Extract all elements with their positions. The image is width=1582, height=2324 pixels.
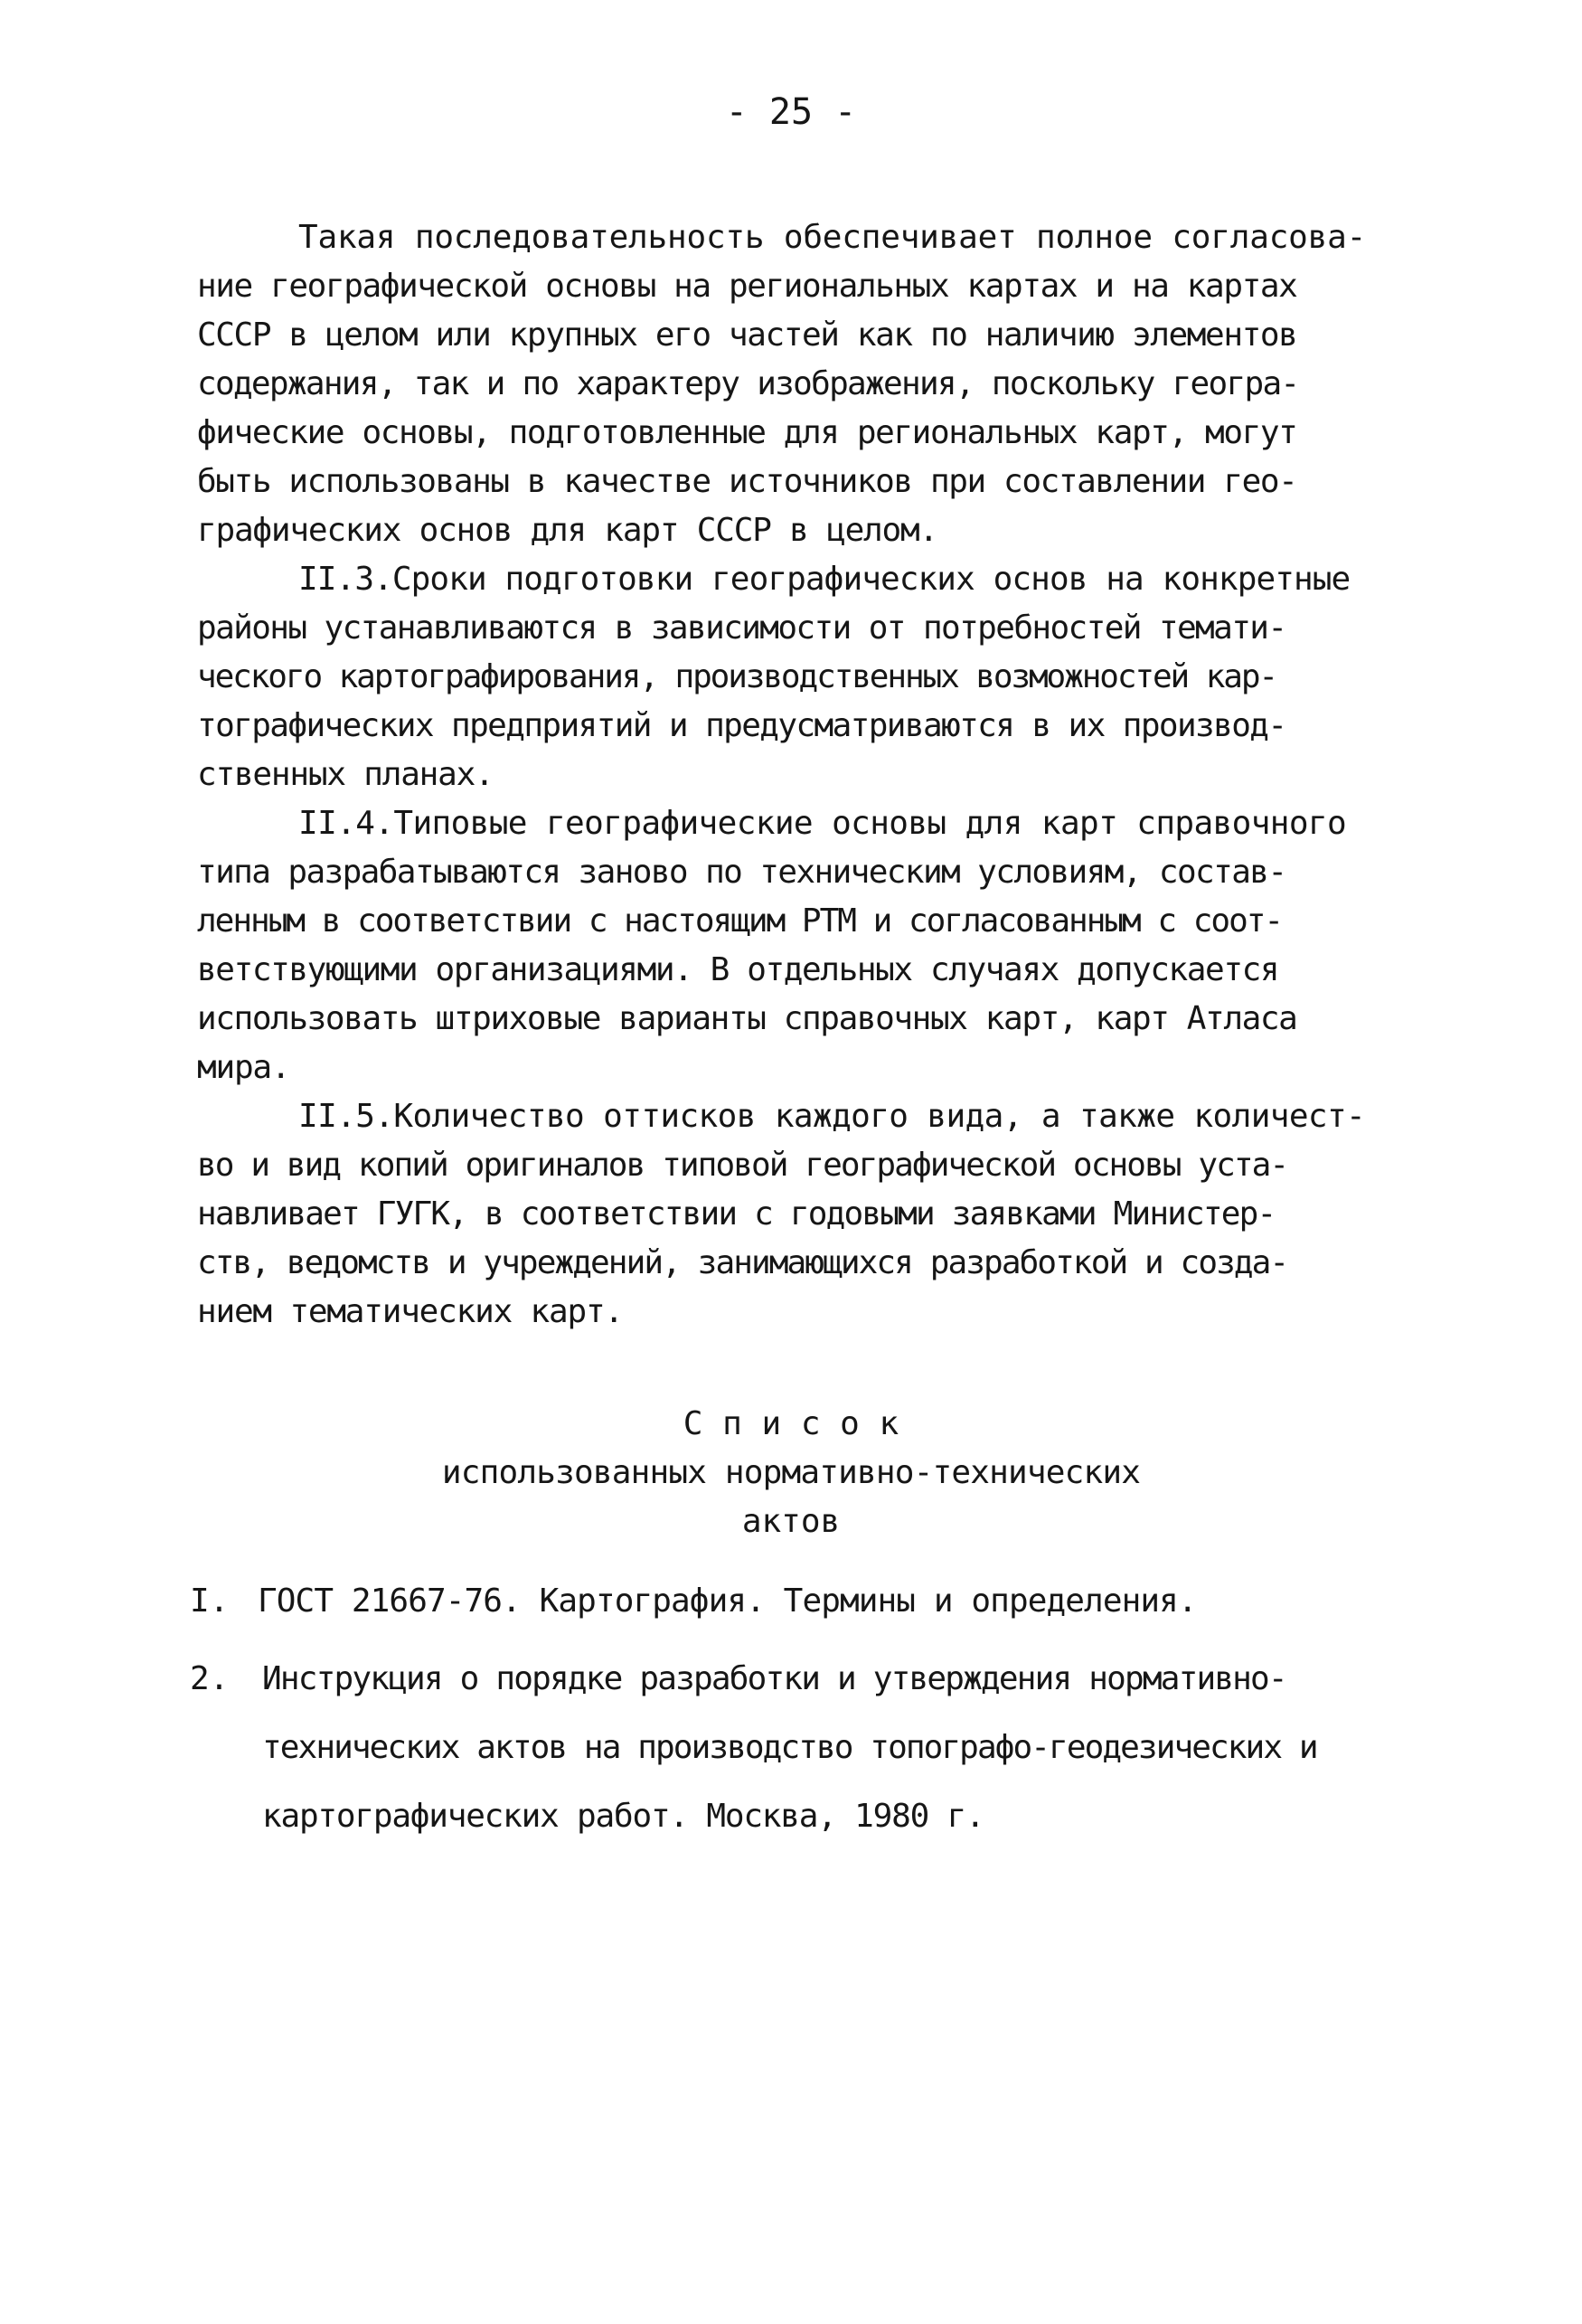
body-line: ветствующими организациями. В отдельных случаях допускается	[197, 951, 1279, 988]
body-line: ние географической основы на региональных картах и на картах	[197, 268, 1297, 305]
body-line: ств, ведомств и учреждений, занимающихся разработкой и созда-	[197, 1244, 1288, 1281]
body-line: ленным в соответствии с настоящим РТМ и согласованным с соот-	[197, 902, 1283, 940]
body-line: содержания, так и по характеру изображения, поскольку геогра-	[197, 365, 1299, 402]
reference-text: Инструкция о порядке разработки и утверждения нормативно-	[262, 1660, 1286, 1697]
reference-number: I.	[190, 1582, 230, 1620]
body-line: СССР в целом или крупных его частей как по наличию элементов	[197, 316, 1297, 354]
body-line: во и вид копий оригиналов типовой географической основы уста-	[197, 1147, 1288, 1184]
reference-number: 2.	[190, 1660, 230, 1697]
body-line: ственных планах.	[197, 756, 494, 793]
body-line: ческого картографирования, производственных возможностей кар-	[197, 658, 1277, 695]
body-line: мира.	[197, 1049, 290, 1086]
body-line: типа разрабатываются заново по техническим условиям, состав-	[197, 854, 1286, 891]
body-line: использовать штриховые варианты справочных карт, карт Атласа	[197, 1000, 1297, 1037]
body-line: быть использованы в качестве источников при составлении гео-	[197, 463, 1297, 500]
body-line: графических основ для карт СССР в целом.	[197, 512, 937, 549]
body-line: навливает ГУГК, в соответствии с годовыми заявками Министер-	[197, 1195, 1276, 1233]
reference-text: картографических работ. Москва, 1980 г.	[262, 1798, 984, 1835]
reference-text: технических актов на производство топографо-геодезических и	[262, 1729, 1317, 1766]
list-heading-subtitle-end: актов	[741, 1503, 841, 1540]
body-line: фические основы, подготовленные для региональных карт, могут	[197, 414, 1297, 451]
body-line: II.5.Количество оттисков каждого вида, а также количест-	[298, 1098, 1366, 1135]
body-line: районы устанавливаются в зависимости от потребностей темати-	[197, 609, 1286, 647]
body-line: нием тематических карт.	[197, 1293, 623, 1330]
body-line: тографических предприятий и предусматриваются в их производ-	[197, 707, 1286, 744]
body-line: Такая последовательность обеспечивает полное согласова-	[298, 219, 1367, 256]
body-line: II.4.Типовые географические основы для карт справочного	[298, 805, 1347, 842]
list-heading-title: С п и с о к	[683, 1405, 899, 1442]
list-heading-subtitle: использованных нормативно-технических	[441, 1454, 1141, 1491]
body-line: II.3.Сроки подготовки географических основ на конкретные	[298, 561, 1351, 598]
page-number: - 25 -	[725, 91, 857, 133]
reference-text: ГОСТ 21667-76. Картография. Термины и определения.	[258, 1582, 1197, 1620]
